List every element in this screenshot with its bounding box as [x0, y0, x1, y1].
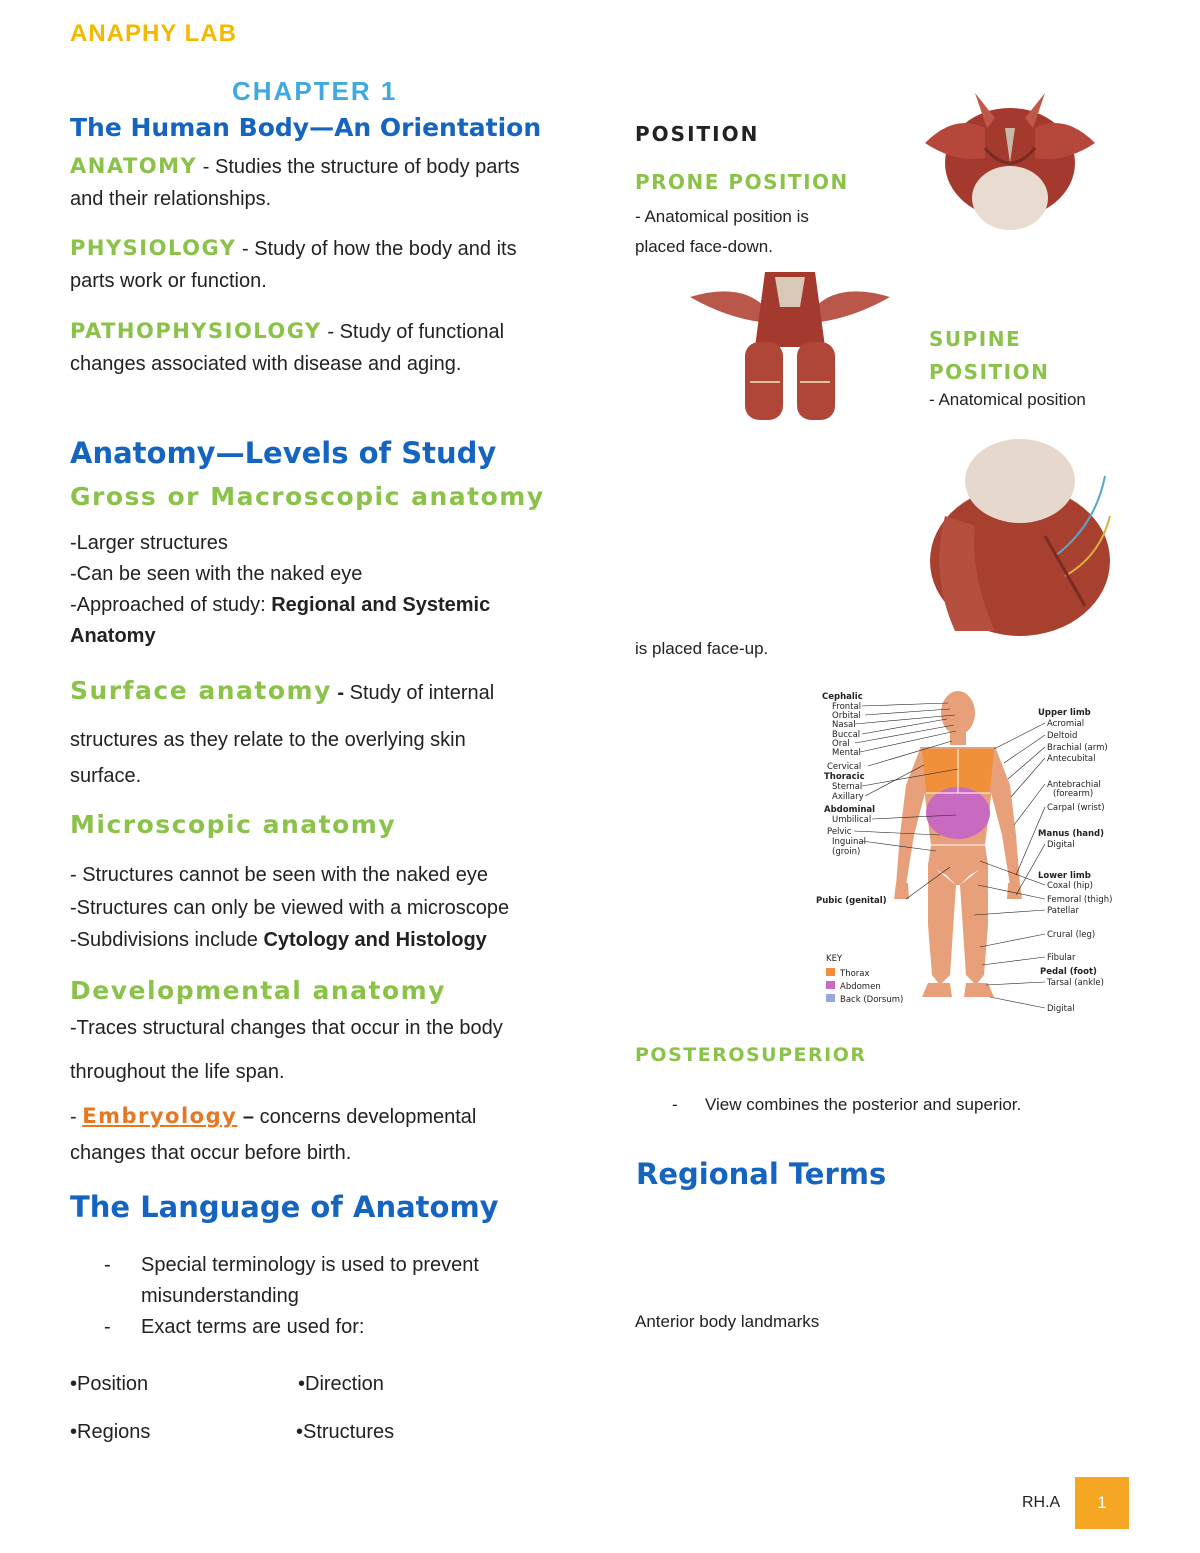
- page-number-badge: [1075, 1477, 1129, 1529]
- label-axillary: Axillary: [832, 792, 864, 802]
- microscopic-anatomy-heading: Microscopic anatomy: [70, 810, 397, 839]
- surface-anatomy-body: structures as they relate to the overlying skin surface.: [70, 729, 466, 787]
- label-nasal: Nasal: [832, 720, 856, 730]
- definition-pathophysiology: PATHOPHYSIOLOGY - Study of functional changes associated with disease and aging.: [70, 319, 505, 375]
- supine-image: [925, 436, 1115, 636]
- label-frontal: Frontal: [832, 702, 862, 712]
- microscopic-anatomy-body: - Structures cannot be seen with the naked eye -Structures can only be viewed with a microscope -Subdivisions include Cytology and Histology: [70, 864, 510, 951]
- doc-title: ANAPHY LAB: [70, 20, 237, 47]
- prone-heading: PRONE POSITION: [635, 170, 849, 194]
- body-landmarks-diagram: [810, 685, 1130, 1020]
- position-heading: POSITION: [635, 122, 760, 146]
- label-umbilical: Umbilical: [832, 815, 872, 825]
- label-carpal: Carpal (wrist): [1047, 803, 1105, 813]
- right-labels: [1038, 708, 1112, 1014]
- chapter-subtitle: The Human Body—An Orientation: [70, 113, 542, 142]
- label-pubic: Pubic (genital): [816, 896, 887, 906]
- use-position: •Position: [70, 1373, 149, 1395]
- regional-terms-heading: Regional Terms: [636, 1157, 887, 1191]
- diagram-key: [826, 954, 903, 1005]
- levels-heading: Anatomy—Levels of Study: [70, 436, 497, 470]
- label-buccal: Buccal: [832, 730, 861, 740]
- posterosuperior-text: View combines the posterior and superior.: [705, 1095, 1022, 1114]
- label-mental: Mental: [832, 748, 861, 758]
- label-inguinal: Inguinal: [832, 837, 866, 847]
- list-item: - Exact terms are used for:: [104, 1316, 365, 1338]
- supine-heading: SUPINE POSITION: [929, 327, 1050, 384]
- key-swatch-back: [826, 994, 835, 1002]
- label-upper-limb: Upper limb: [1038, 708, 1091, 718]
- label-groin: (groin): [832, 847, 861, 857]
- use-direction: •Direction: [298, 1373, 384, 1395]
- label-oral: Oral: [832, 739, 850, 749]
- label-thoracic: Thoracic: [824, 772, 865, 782]
- label-sternal: Sternal: [832, 782, 863, 792]
- label-deltoid: Deltoid: [1047, 731, 1078, 741]
- posterosuperior-heading: POSTEROSUPERIOR: [635, 1044, 867, 1066]
- body-figure: [894, 691, 1022, 997]
- label-digital-foot: Digital: [1047, 1004, 1075, 1014]
- definition-physiology: PHYSIOLOGY - Study of how the body and its parts work or function.: [70, 236, 517, 292]
- term-pathophysiology: PATHOPHYSIOLOGY: [70, 319, 322, 343]
- embryology-link[interactable]: Embryology: [82, 1104, 238, 1128]
- label-crural: Crural (leg): [1047, 930, 1096, 940]
- label-forearm: (forearm): [1053, 789, 1094, 799]
- term-anatomy: ANATOMY: [70, 154, 198, 178]
- label-antebrachial: Antebrachial: [1047, 780, 1101, 790]
- label-tarsal: Tarsal (ankle): [1047, 978, 1104, 988]
- label-brachial: Brachial (arm): [1047, 743, 1108, 753]
- use-structures: •Structures: [296, 1421, 395, 1443]
- page-number: 1: [1097, 1493, 1107, 1512]
- label-cervical: Cervical: [827, 762, 862, 772]
- prone-bottom-image: [690, 262, 890, 424]
- label-abdominal: Abdominal: [824, 805, 876, 815]
- label-pelvic: Pelvic: [827, 827, 852, 837]
- posterosuperior-dash: -: [672, 1095, 678, 1114]
- surface-anatomy-heading: Surface anatomy: [70, 676, 332, 705]
- key-swatch-thorax: [826, 968, 835, 976]
- label-fibular: Fibular: [1047, 953, 1076, 963]
- label-coxal: Coxal (hip): [1047, 881, 1093, 891]
- prone-text: - Anatomical position is placed face-down.: [635, 207, 809, 256]
- label-lower-limb: Lower limb: [1038, 871, 1091, 881]
- list-item: - Special terminology is used to prevent misunderstanding: [104, 1254, 479, 1307]
- gross-anatomy-body: -Larger structures -Can be seen with the naked eye -Approached of study: Regional and Systemic Anatomy: [70, 532, 491, 647]
- key-thorax: Thorax: [840, 969, 870, 979]
- label-orbital: Orbital: [832, 711, 861, 721]
- language-heading: The Language of Anatomy: [70, 1190, 499, 1224]
- label-femoral: Femoral (thigh): [1047, 895, 1113, 905]
- key-back: Back (Dorsum): [840, 995, 904, 1005]
- term-physiology: PHYSIOLOGY: [70, 236, 237, 260]
- developmental-anatomy-heading: Developmental anatomy: [70, 976, 447, 1005]
- prone-top-image: [915, 88, 1105, 238]
- definition-anatomy: ANATOMY - Studies the structure of body parts and their relationships.: [70, 154, 520, 210]
- label-acromial: Acromial: [1047, 719, 1085, 729]
- footer-initials: RH.A: [1022, 1494, 1061, 1511]
- supine-text-1: - Anatomical position: [929, 390, 1086, 409]
- label-digital-hand: Digital: [1047, 840, 1075, 850]
- surface-anatomy-block: Surface anatomy - Study of internal: [70, 676, 495, 705]
- key-abdomen: Abdomen: [840, 982, 881, 992]
- language-bullets: [104, 1250, 584, 1343]
- key-swatch-abdomen: [826, 981, 835, 989]
- label-cephalic: Cephalic: [822, 692, 863, 702]
- left-labels: [816, 692, 887, 906]
- gross-anatomy-heading: Gross or Macroscopic anatomy: [70, 482, 545, 511]
- label-pedal: Pedal (foot): [1040, 967, 1097, 977]
- developmental-anatomy-body: -Traces structural changes that occur in the body throughout the life span. - Embryology – concerns developmental changes that occur before birth.: [70, 1017, 503, 1164]
- label-antecubital: Antecubital: [1047, 754, 1096, 764]
- label-manus: Manus (hand): [1038, 829, 1105, 839]
- anterior-landmarks-caption: Anterior body landmarks: [635, 1312, 820, 1331]
- use-regions: •Regions: [70, 1421, 151, 1443]
- chapter-label: CHAPTER 1: [232, 76, 398, 106]
- key-title: KEY: [826, 954, 843, 964]
- label-patellar: Patellar: [1047, 906, 1079, 916]
- supine-text-2: is placed face-up.: [635, 639, 769, 658]
